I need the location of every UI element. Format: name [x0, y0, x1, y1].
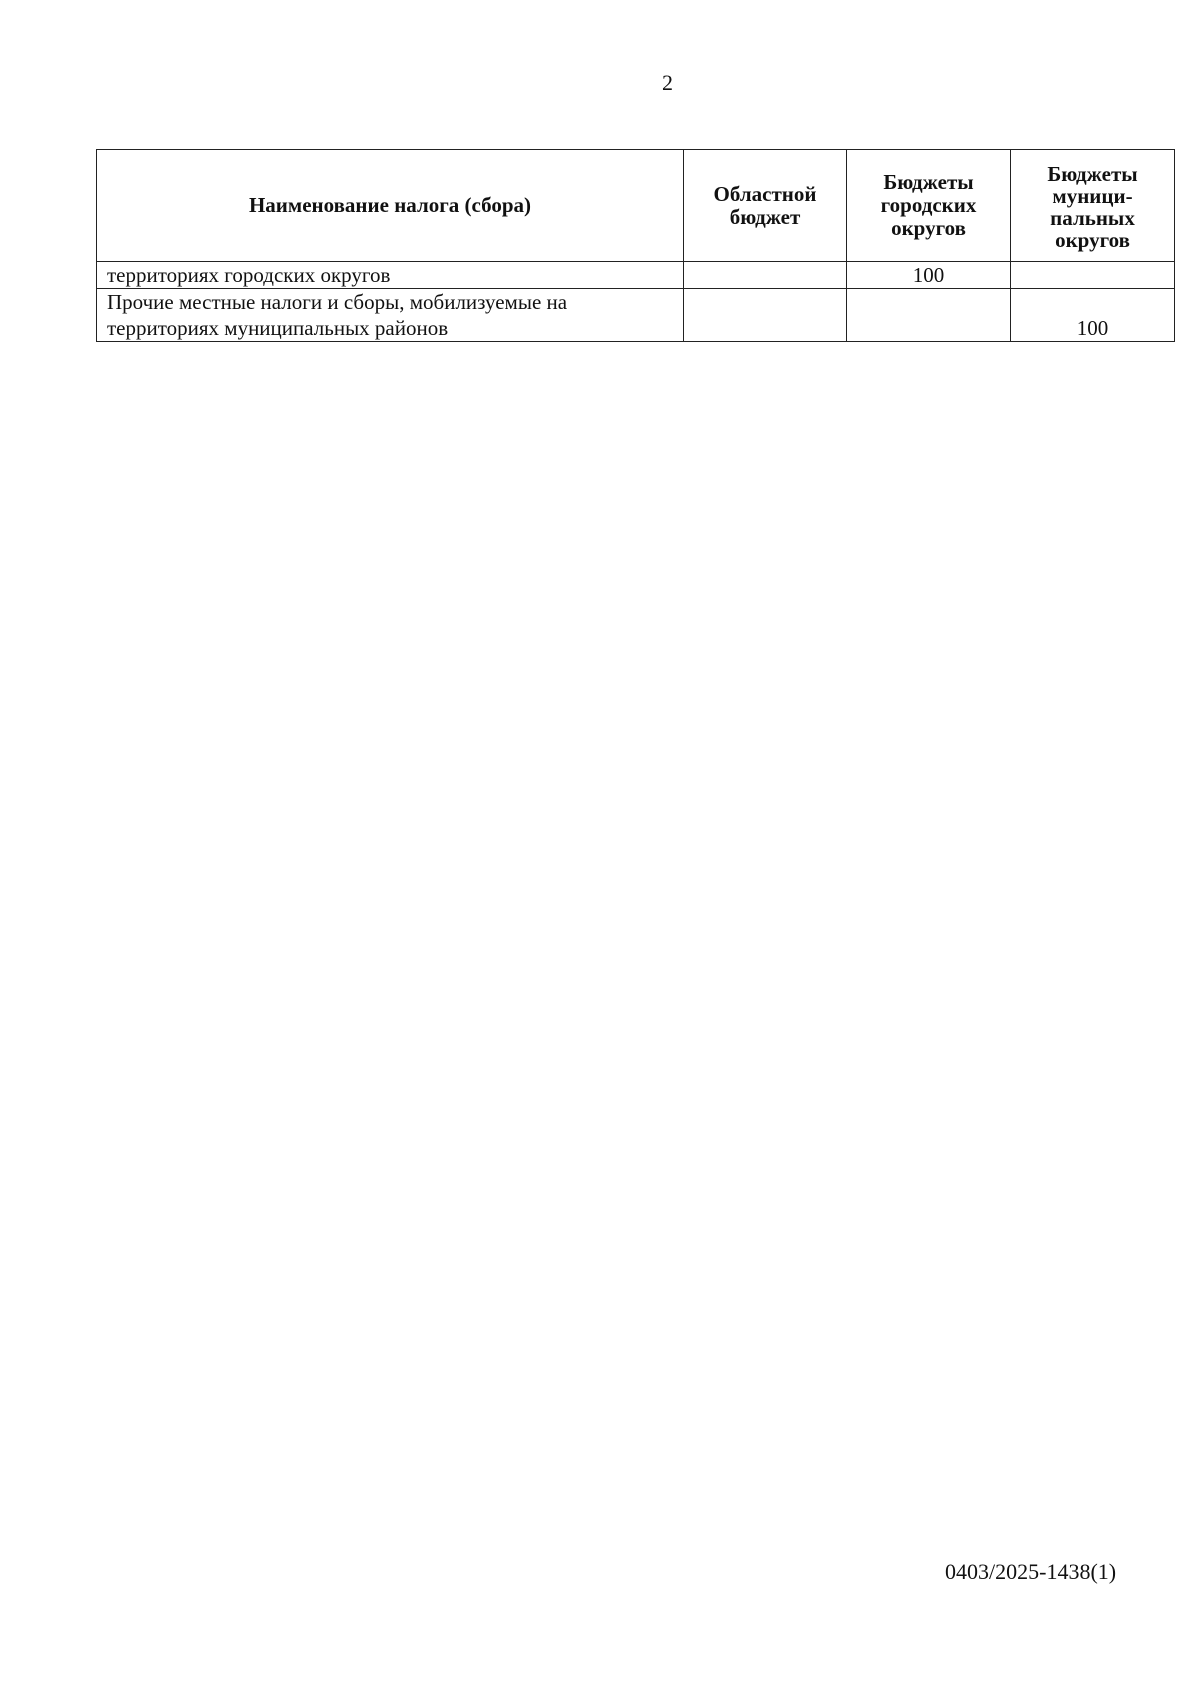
header-city-budgets: [847, 150, 1011, 262]
header-regional-budget-label: Областной бюджет: [713, 181, 817, 229]
row-tax-name: [97, 289, 684, 342]
tax-distribution-table: [96, 149, 1175, 342]
header-tax-name: Наименование налога (сбора): [97, 150, 684, 262]
table-row: [97, 262, 1175, 289]
row-municipal-value: 100: [1011, 289, 1175, 342]
table-row: [97, 289, 1175, 342]
table-header-row: [97, 150, 1175, 262]
row-tax-name-line-1: Прочие местные налоги и сборы, мобилизуемые на: [107, 290, 568, 314]
document-registration-number: 0403/2025-1438(1): [945, 1559, 1117, 1584]
row-municipal-value: [1011, 262, 1175, 289]
page-number: 2: [662, 70, 673, 95]
row-regional-value: [684, 262, 847, 289]
row-city-value: 100: [847, 262, 1011, 289]
row-tax-name-line-2: территориях муниципальных районов: [107, 316, 449, 340]
row-regional-value: [684, 289, 847, 342]
row-city-value: [847, 289, 1011, 342]
header-city-budgets-label: Бюджеты городских округов: [880, 170, 977, 240]
header-municipal-budgets: [1011, 150, 1175, 262]
header-municipal-budgets-label: Бюджеты муници-пальных округов: [1047, 162, 1138, 252]
row-tax-name: территориях городских округов: [97, 262, 684, 289]
header-regional-budget: [684, 150, 847, 262]
